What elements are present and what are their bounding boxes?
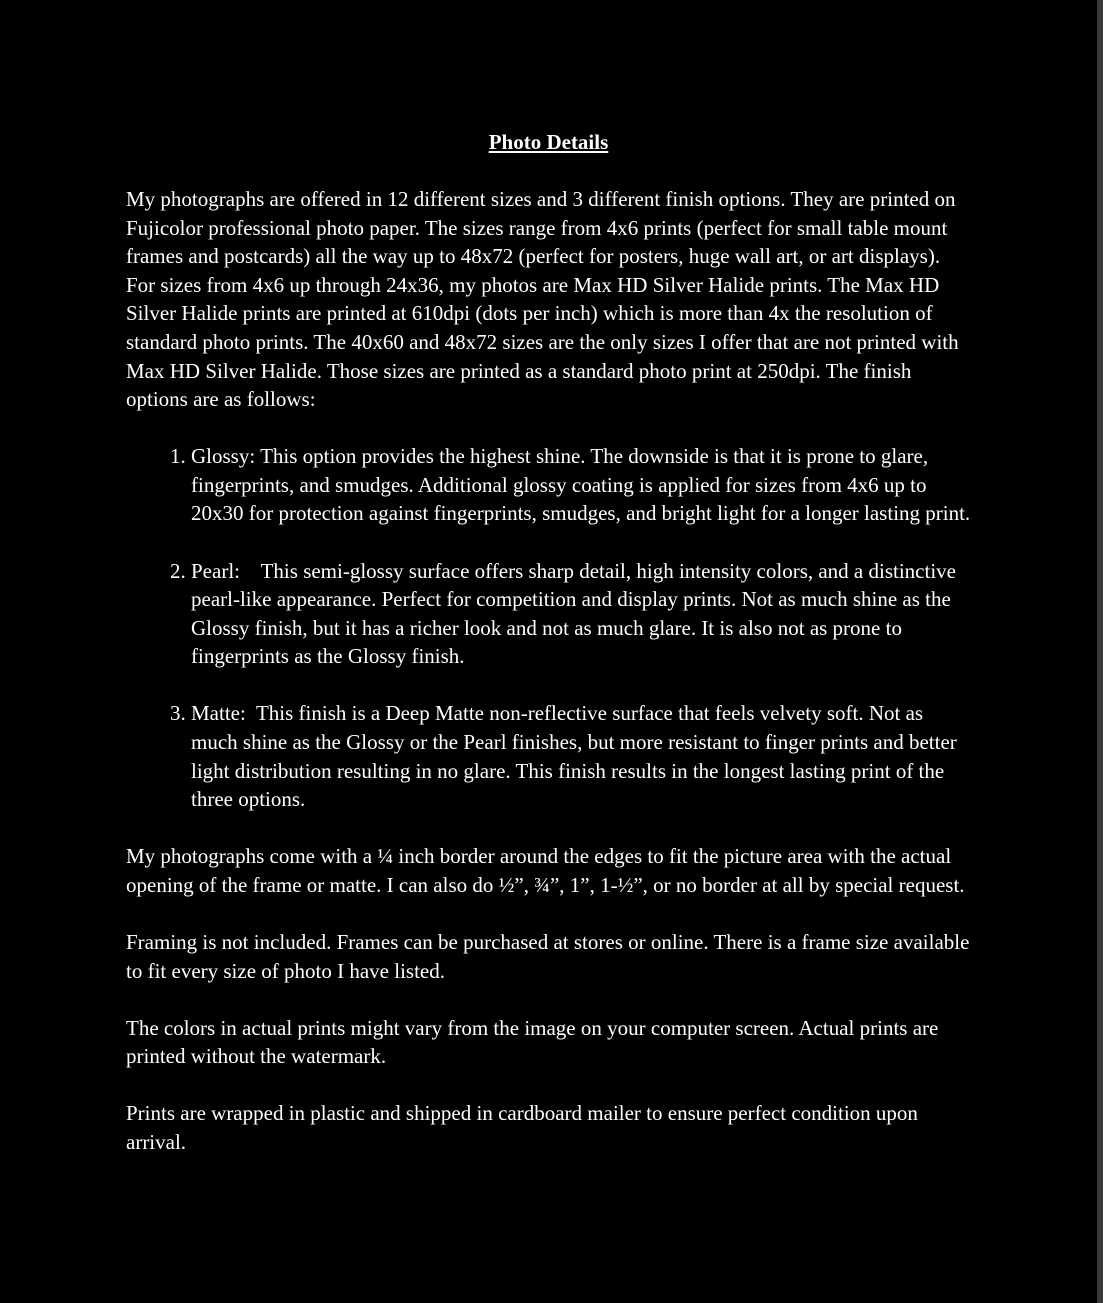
intro-paragraph: My photographs are offered in 12 different sizes and 3 different finish options. They are printed on Fujicolor professional photo paper. The sizes range from 4x6 prints (perfect for small table mount frames and postcards) all the way up to 48x72 (perfect for posters, huge wall art, or art displays). For sizes from 4x6 up through 24x36, my photos are Max HD Silver Halide prints. The Max HD Silver Halide prints are printed at 610dpi (dots per inch) which is more than 4x the resolution of standard photo prints. The 40x60 and 48x72 sizes are the only sizes I offer that are not printed with Max HD Silver Halide. Those sizes are printed as a standard photo print at 250dpi. The finish options are as follows: [126, 187, 959, 412]
finish-term: Pearl: [191, 558, 240, 583]
framing-paragraph: Framing is not included. Frames can be purchased at stores or online. There is a frame size available to fit every size of photo I have listed. [126, 929, 970, 983]
finish-description: This semi-glossy surface offers sharp detail, high intensity colors, and a distinctive pearl-like appearance. Perfect for competition and display prints. Not as much shine as the Glossy finish, but it has a richer look and not as much glare. It is also not as prone to fingerprints as the Glossy finish. [191, 558, 956, 669]
finish-item-glossy [191, 442, 971, 528]
finish-description: This option provides the highest shine. The downside is that it is prone to glare, fingerprints, and smudges. Additional glossy coating is applied for sizes from 4x6 up to 20x30 for protection against fingerprints, smudges, and bright light for a longer lasting print. [191, 444, 971, 526]
document-page [126, 127, 971, 1185]
colors-paragraph: The colors in actual prints might vary from the image on your computer screen. Actual prints are printed without the watermark. [126, 1015, 939, 1069]
finish-term: Matte: [191, 701, 246, 726]
scrollbar-edge [1097, 0, 1103, 1303]
finish-term: Glossy: [191, 444, 256, 469]
finish-item-pearl [191, 557, 971, 671]
finish-options-list [126, 442, 971, 814]
finish-item-matte [191, 699, 971, 813]
border-paragraph: My photographs come with a ¼ inch border around the edges to fit the picture area with the actual opening of the frame or matte. I can also do ½”, ¾”, 1”, 1-½”, or no border at all by special request. [126, 844, 965, 897]
page-title: Photo Details [488, 130, 609, 154]
shipping-paragraph: Prints are wrapped in plastic and shipped in cardboard mailer to ensure perfect condition upon arrival. [126, 1101, 918, 1154]
finish-description: This finish is a Deep Matte non-reflective surface that feels velvety soft. Not as much shine as the Glossy or the Pearl finishes, but more resistant to finger prints and better light distribution resulting in no glare. This finish results in the longest lasting print of the three options. [191, 701, 957, 812]
